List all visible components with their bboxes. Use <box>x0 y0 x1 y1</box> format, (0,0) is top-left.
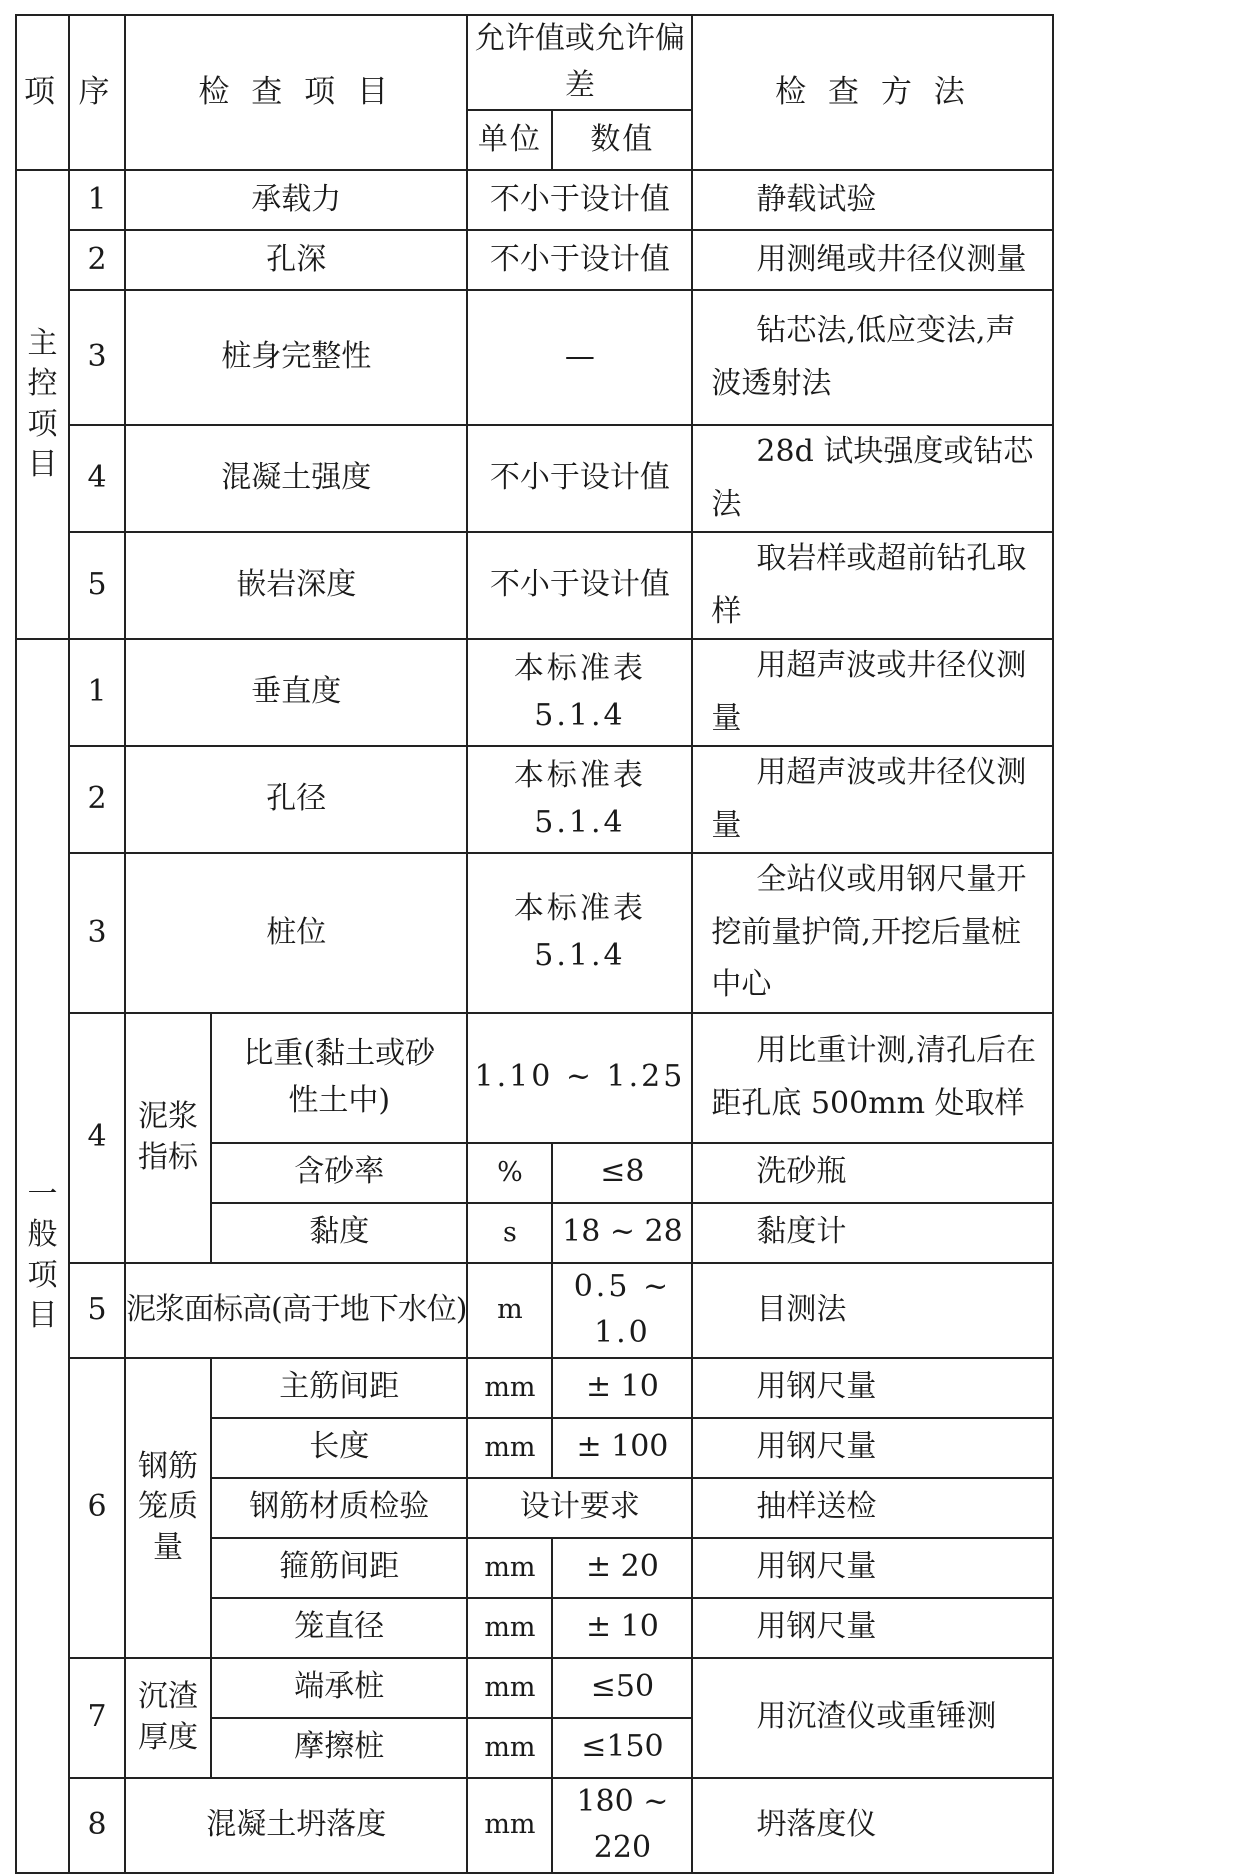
method-text: 用测绳或井径仪测量 <box>756 241 1027 277</box>
item-cell: 摩擦桩 <box>211 1718 467 1778</box>
method-cell <box>692 1143 1053 1203</box>
unit-cell: mm <box>467 1418 552 1478</box>
unit-cell: mm <box>467 1658 552 1718</box>
unit-cell: mm <box>467 1598 552 1658</box>
method-text: 目测法 <box>756 1291 847 1327</box>
header-item: 检 查 项 目 <box>125 15 467 170</box>
seq-cell: 7 <box>69 1658 125 1778</box>
method-cell <box>692 1263 1053 1358</box>
seq-cell: 1 <box>69 639 125 746</box>
method-cell <box>692 1658 1053 1778</box>
method-text: 静载试验 <box>756 181 877 217</box>
method-text: 用沉渣仪或重锤测 <box>756 1699 997 1735</box>
group-cage-label: 钢筋笼质量 <box>138 1448 199 1565</box>
unit-cell: mm <box>467 1538 552 1598</box>
item-cell: 混凝土强度 <box>125 425 467 532</box>
method-cell <box>692 639 1053 746</box>
seq-cell: 4 <box>69 1013 125 1263</box>
seq-cell: 5 <box>69 1263 125 1358</box>
method-text: 黏度计 <box>756 1214 847 1250</box>
method-text: 钻芯法,低应变法,声波透射法 <box>711 313 1016 401</box>
method-text: 用钢尺量 <box>756 1429 877 1465</box>
seq-cell: 4 <box>69 425 125 532</box>
value-cell: 设计要求 <box>467 1478 692 1538</box>
value-cell: 本标准表 5.1.4 <box>467 639 692 746</box>
item-cell: 笼直径 <box>211 1598 467 1658</box>
item-cell: 桩位 <box>125 853 467 1013</box>
header-category: 项 <box>16 15 69 170</box>
seq-cell: 6 <box>69 1358 125 1658</box>
value-cell: — <box>467 290 692 425</box>
method-cell <box>692 853 1053 1013</box>
value-cell: 不小于设计值 <box>467 170 692 230</box>
method-cell <box>692 1013 1053 1143</box>
item-cell: 含砂率 <box>211 1143 467 1203</box>
unit-cell: s <box>467 1203 552 1263</box>
method-text: 用钢尺量 <box>756 1609 877 1645</box>
value-cell: 不小于设计值 <box>467 425 692 532</box>
method-cell <box>692 1358 1053 1418</box>
item-cell: 比重(黏土或砂性土中) <box>211 1013 467 1143</box>
table-row <box>16 1658 1053 1718</box>
method-cell <box>692 746 1053 853</box>
value-cell: 本标准表 5.1.4 <box>467 746 692 853</box>
value-cell: ± 20 <box>552 1538 692 1598</box>
table-row <box>16 853 1053 1013</box>
unit-cell: mm <box>467 1358 552 1418</box>
method-cell <box>692 425 1053 532</box>
value-cell: ≤50 <box>552 1658 692 1718</box>
method-text: 28d 试块强度或钻芯法 <box>711 434 1034 522</box>
header-tolerance: 允许值或允许偏差 <box>467 15 692 110</box>
value-cell: 本标准表 5.1.4 <box>467 853 692 1013</box>
method-cell <box>692 230 1053 290</box>
unit-cell: mm <box>467 1778 552 1873</box>
table-row <box>16 639 1053 746</box>
table-row <box>16 1263 1053 1358</box>
method-text: 洗砂瓶 <box>756 1154 847 1190</box>
method-text: 用超声波或井径仪测量 <box>711 648 1027 736</box>
table-row <box>16 746 1053 853</box>
header-value: 数值 <box>552 110 692 170</box>
seq-cell: 2 <box>69 230 125 290</box>
item-cell: 箍筋间距 <box>211 1538 467 1598</box>
item-cell: 孔深 <box>125 230 467 290</box>
table-row <box>16 532 1053 639</box>
header-seq: 序 <box>69 15 125 170</box>
seq-cell: 5 <box>69 532 125 639</box>
unit-cell: mm <box>467 1718 552 1778</box>
item-cell: 桩身完整性 <box>125 290 467 425</box>
value-cell: ± 10 <box>552 1598 692 1658</box>
header-method: 检 查 方 法 <box>692 15 1053 170</box>
seq-cell: 3 <box>69 853 125 1013</box>
item-cell: 黏度 <box>211 1203 467 1263</box>
value-cell: 18 ~ 28 <box>552 1203 692 1263</box>
method-cell <box>692 1778 1053 1873</box>
seq-cell: 1 <box>69 170 125 230</box>
seq-cell: 3 <box>69 290 125 425</box>
value-cell: 1.10 ~ 1.25 <box>467 1013 692 1143</box>
category-main-label: 主控项目 <box>27 325 58 482</box>
table-row <box>16 230 1053 290</box>
method-text: 用比重计测,清孔后在距孔底 500mm 处取样 <box>711 1033 1036 1121</box>
unit-cell: % <box>467 1143 552 1203</box>
value-cell: ± 100 <box>552 1418 692 1478</box>
method-cell <box>692 1203 1053 1263</box>
method-text: 用钢尺量 <box>756 1549 877 1585</box>
method-cell <box>692 1418 1053 1478</box>
value-cell: 不小于设计值 <box>467 230 692 290</box>
table-row <box>16 1358 1053 1418</box>
method-text: 坍落度仪 <box>756 1806 877 1842</box>
group-sediment <box>125 1658 211 1778</box>
item-cell: 主筋间距 <box>211 1358 467 1418</box>
value-cell: ≤8 <box>552 1143 692 1203</box>
method-text: 抽样送检 <box>756 1489 877 1525</box>
method-text: 用钢尺量 <box>756 1369 877 1405</box>
table-row <box>16 1778 1053 1873</box>
method-text: 用超声波或井径仪测量 <box>711 755 1027 843</box>
method-cell <box>692 1478 1053 1538</box>
method-text: 取岩样或超前钻孔取样 <box>711 541 1027 629</box>
method-cell <box>692 1538 1053 1598</box>
item-cell: 端承桩 <box>211 1658 467 1718</box>
inspection-table <box>15 14 1054 1874</box>
category-main <box>16 170 69 639</box>
value-cell: ≤150 <box>552 1718 692 1778</box>
method-cell <box>692 532 1053 639</box>
seq-cell: 2 <box>69 746 125 853</box>
unit-cell: m <box>467 1263 552 1358</box>
item-cell: 嵌岩深度 <box>125 532 467 639</box>
method-cell <box>692 290 1053 425</box>
seq-cell: 8 <box>69 1778 125 1873</box>
group-mud-label: 泥浆指标 <box>138 1099 199 1175</box>
category-general-label: 一般项目 <box>27 1176 58 1334</box>
item-cell: 垂直度 <box>125 639 467 746</box>
table-row <box>16 290 1053 425</box>
group-sediment-label: 沉渣厚度 <box>138 1679 199 1755</box>
method-cell <box>692 170 1053 230</box>
value-cell: 不小于设计值 <box>467 532 692 639</box>
group-cage <box>125 1358 211 1658</box>
item-cell: 长度 <box>211 1418 467 1478</box>
item-cell: 泥浆面标高(高于地下水位) <box>125 1263 467 1358</box>
category-general <box>16 639 69 1873</box>
method-text: 全站仪或用钢尺量开挖前量护筒,开挖后量桩中心 <box>711 862 1027 1002</box>
group-mud <box>125 1013 211 1263</box>
header-unit: 单位 <box>467 110 552 170</box>
item-cell: 孔径 <box>125 746 467 853</box>
item-cell: 承载力 <box>125 170 467 230</box>
value-cell: 180 ~ 220 <box>552 1778 692 1873</box>
table-row <box>16 425 1053 532</box>
method-cell <box>692 1598 1053 1658</box>
item-cell: 混凝土坍落度 <box>125 1778 467 1873</box>
value-cell: 0.5 ~ 1.0 <box>552 1263 692 1358</box>
item-cell: 钢筋材质检验 <box>211 1478 467 1538</box>
table-row <box>16 170 1053 230</box>
value-cell: ± 10 <box>552 1358 692 1418</box>
table-row <box>16 1013 1053 1143</box>
